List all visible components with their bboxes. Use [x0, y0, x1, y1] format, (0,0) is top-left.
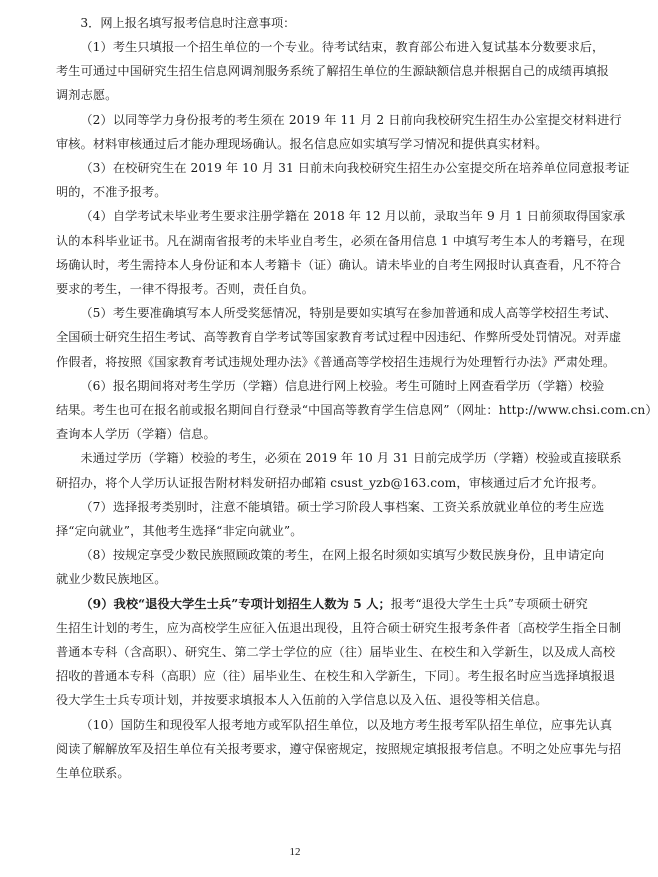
paragraph-line: 审核。材料审核通过后才能办理现场确认。报名信息应如实填写学习情况和提供真实材料。 [56, 136, 548, 151]
paragraph [56, 301, 622, 374]
paragraph-line: 生单位联系。 [56, 766, 130, 781]
paragraph-line: 认的本科毕业证书。凡在湖南省报考的未毕业自考生，必须在备用信息 1 中填写考生本人的考籍号，在现 [56, 233, 625, 248]
paragraph-line: 就业少数民族地区。 [56, 572, 167, 587]
paragraph [56, 495, 605, 543]
paragraph [56, 446, 622, 494]
paragraph-line: 查询本人学历（学籍）信息。 [56, 427, 216, 442]
paragraph-line: 全国硕士研究生招生考试、高等教育自学考试等国家教育考试过程中因违纪、作弊所受处罚情况。对弄虚 [56, 330, 622, 345]
paragraph-line: （5）考生要准确填写本人所受奖惩情况，特别是要如实填写在参加普通和成人高等学校招生考试、 [80, 306, 617, 321]
paragraph [56, 35, 609, 108]
paragraph [56, 204, 626, 301]
paragraph-line: 结果。考生也可在报名前或报名期间自行登录“中国高等教育学生信息网”（网址：http://www.chsi.com.cn） [56, 403, 658, 418]
paragraph-line: 调剂志愿。 [56, 88, 118, 103]
paragraph-line: 场确认时，考生需持本人身份证和本人考籍卡（证）确认。请未毕业的自考生网报时认真查看，凡不符合 [56, 257, 622, 272]
line-text: 报考“退役大学生士兵”专项硕士研究 [390, 596, 588, 611]
paragraph [56, 713, 622, 786]
paragraph-line: 作假者，将按照《国家教育考试违规处理办法》《普通高等学校招生违规行为处理暂行办法》严肃处理。 [56, 354, 616, 369]
paragraph-line: （3）在校研究生在 2019 年 10 月 31 日前未向我校研究生招生办公室提交所在培养单位同意报考证 [80, 161, 630, 176]
paragraph-line: 招收的普通本专科（高职）应（往）届毕业生、在校生和入学新生，下同〕。考生报名时应当选择填报退 [56, 669, 616, 684]
paragraph-line: 未通过学历（学籍）校验的考生，必须在 2019 年 10 月 31 日前完成学历（学籍）校验或直接联系 [80, 451, 622, 466]
paragraph-line: （6）报名期间将对考生学历（学籍）信息进行网上校验。考生可随时上网查看学历（学籍）校验 [80, 378, 605, 393]
paragraph-line: 阅读了解解放军及招生单位有关报考要求，遵守保密规定，按照规定填报报考信息。不明之处应事先与招 [56, 741, 622, 756]
paragraph-line: 要求的考生，一律不得报考。否则，责任自负。 [56, 282, 315, 297]
paragraph-line: （2）以同等学力身份报考的考生须在 2019 年 11 月 2 日前向我校研究生招生办公室提交材料进行 [80, 112, 622, 127]
paragraph-line: 普通本专科（含高职）、研究生、第二学士学位的应（往）届毕业生、在校生和入学新生，以及成人高校 [56, 645, 616, 660]
paragraph-line: 择“定向就业”，其他考生选择“非定向就业”。 [56, 524, 303, 539]
paragraph [56, 374, 658, 447]
paragraph [56, 156, 630, 204]
paragraph-line: 明的，不准予报考。 [56, 185, 167, 200]
paragraph-line: （1）考生只填报一个招生单位的一个专业。待考试结束，教育部公布进入复试基本分数要求后， [80, 40, 605, 54]
paragraph-line: 生招生计划的考生，应为高校学生应征入伍退出现役，且符合硕士研究生报考条件者〔高校学生指全日制 [56, 620, 622, 635]
paragraph-line: （8）按规定享受少数民族照顾政策的考生，在网上报名时须如实填写少数民族身份，且申请定向 [80, 548, 605, 563]
page-number: 12 [289, 846, 301, 858]
paragraph-line: 役大学生士兵专项计划，并按要求填报本人入伍前的入学信息以及入伍、退役等相关信息。 [56, 693, 548, 708]
paragraph-line: （4）自学考试未毕业考生要求注册学籍在 2018 年 12 月以前，录取当年 9 月 1 日前须取得国家承 [80, 209, 626, 224]
paragraph-line: （10）国防生和现役军人报考地方或军队招生单位，以及地方考生报考军队招生单位，应事先认真 [80, 717, 613, 732]
section-heading: 3．网上报名填写报考信息时注意事项： [80, 16, 296, 30]
bold-lead-text: （9）我校“退役大学生士兵”专项计划招生人数为 5 人； [80, 596, 391, 611]
paragraph-line [56, 592, 588, 616]
paragraph [56, 543, 605, 591]
paragraph [56, 592, 622, 713]
paragraph-line: （7）选择报考类别时，注意不能填错。硕士学习阶段人事档案、工资关系放就业单位的考生应选 [80, 499, 605, 514]
paragraph-line: 研招办，将个人学历认证报告附材料发研招办邮箱 csust_yzb@163.com，审核通过后才允许报考。 [56, 475, 604, 490]
paragraph-line: 考生可通过中国研究生招生信息网调剂服务系统了解招生单位的生源缺额信息并根据自己的成绩再填报 [56, 64, 609, 79]
paragraph [56, 108, 622, 156]
document-body [56, 11, 658, 785]
